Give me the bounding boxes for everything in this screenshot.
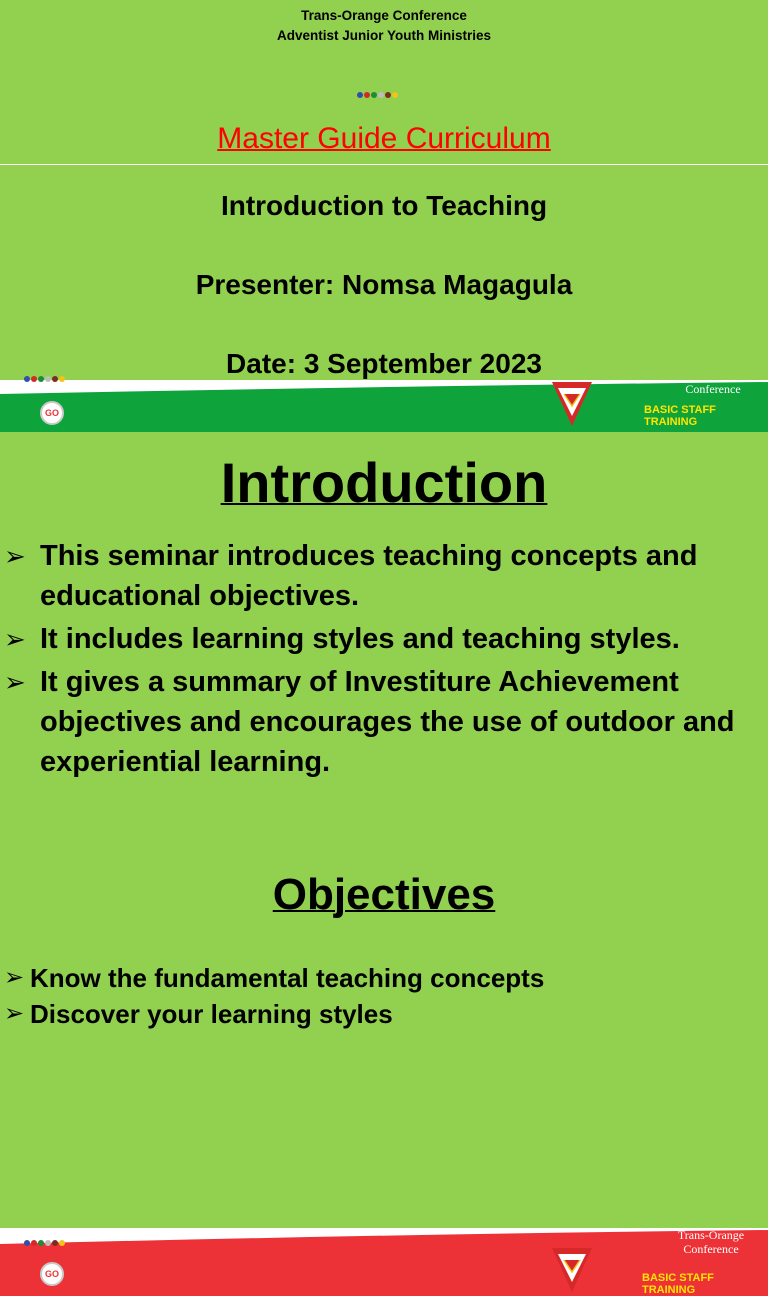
white-swoosh xyxy=(0,1228,768,1244)
training-label: BASIC STAFF TRAINING xyxy=(642,1272,714,1296)
white-swoosh xyxy=(0,380,768,394)
go-logo-icon: GO xyxy=(40,1262,64,1286)
pathfinder-shield-icon xyxy=(550,380,594,428)
objectives-title: Objectives xyxy=(272,870,496,919)
topic-title: Introduction to Teaching xyxy=(220,190,548,221)
organization-header xyxy=(0,6,768,46)
color-dots-logo xyxy=(24,376,65,382)
color-dots-logo xyxy=(357,92,398,98)
arrow-bullet-icon: ➢ xyxy=(4,667,26,697)
org-ministry: Adventist Junior Youth Ministries xyxy=(276,28,492,43)
slide-objectives xyxy=(0,864,768,1029)
org-conference: Trans-Orange Conference xyxy=(301,8,467,23)
date-line: Date: 3 September 2023 xyxy=(226,348,542,379)
conference-label: Trans-Orange Conference xyxy=(677,1228,745,1256)
list-item: ➢ This seminar introduces teaching concepts and educational objectives. xyxy=(4,536,764,616)
curriculum-title: Master Guide Curriculum xyxy=(217,122,551,155)
color-dots-logo xyxy=(24,1240,65,1246)
slide-title xyxy=(0,0,768,432)
arrow-bullet-icon: ➢ xyxy=(4,1000,25,1027)
footer-banner-green xyxy=(0,380,768,432)
introduction-bullets xyxy=(4,536,764,785)
introduction-title: Introduction xyxy=(220,451,548,514)
arrow-bullet-icon: ➢ xyxy=(4,964,25,991)
pathfinder-shield-icon xyxy=(550,1246,594,1294)
list-item: ➢ It includes learning styles and teaching styles. xyxy=(4,619,764,659)
conference-label: Conference xyxy=(685,382,741,396)
arrow-bullet-icon: ➢ xyxy=(4,541,26,571)
arrow-bullet-icon: ➢ xyxy=(4,624,26,654)
training-label: BASIC STAFF TRAINING xyxy=(644,404,716,428)
divider xyxy=(0,164,768,165)
footer-banner-red xyxy=(0,1228,768,1296)
go-logo-icon: GO xyxy=(40,401,64,425)
list-item: ➢ Know the fundamental teaching concepts xyxy=(4,960,544,996)
objectives-bullets xyxy=(4,960,544,1032)
list-item: ➢ It gives a summary of Investiture Achievement objectives and encourages the use of outdoor and experiential learning. xyxy=(4,662,764,782)
presenter-line: Presenter: Nomsa Magagula xyxy=(195,269,573,300)
list-item: ➢ Discover your learning styles xyxy=(4,996,544,1032)
